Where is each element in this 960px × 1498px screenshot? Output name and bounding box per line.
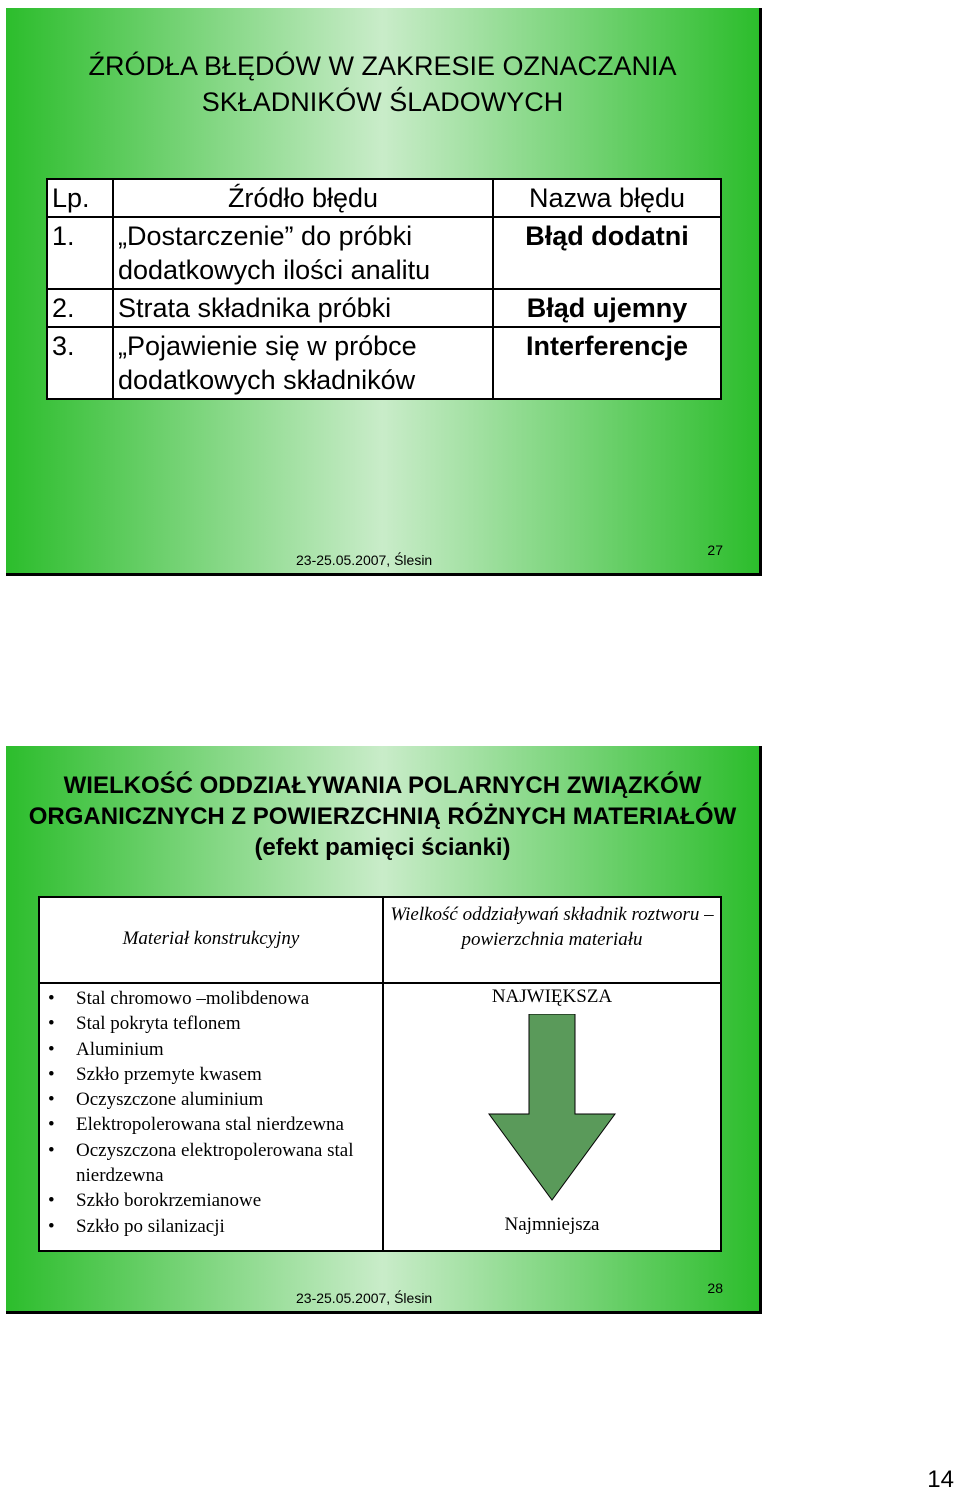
list-item: • Szkło borokrzemianowe: [40, 1188, 382, 1213]
header-divider: [40, 982, 720, 984]
slide-number: 28: [707, 1280, 723, 1296]
slide-28: [6, 746, 762, 1314]
list-item: • Szkło po silanizacji: [40, 1214, 382, 1239]
page-number: 14: [927, 1466, 954, 1493]
footer-date: 23-25.05.2007, Ślesin: [296, 1290, 433, 1306]
list-item: • Szkło przemyte kwasem: [40, 1062, 382, 1087]
row-lp: 2.: [47, 289, 113, 327]
row-name: Interferencje: [493, 327, 721, 399]
list-item: • Stal pokryta teflonem: [40, 1011, 382, 1036]
footer-date: 23-25.05.2007, Ślesin: [296, 552, 433, 568]
error-sources-table: [46, 178, 722, 400]
list-item: • Elektropolerowana stal nierdzewna: [40, 1112, 382, 1137]
table-row: [47, 217, 721, 289]
largest-label: NAJWIĘKSZA: [491, 986, 613, 1007]
table-row: [47, 289, 721, 327]
list-item: • Oczyszczona elektropolerowana stal nierdzewna: [40, 1138, 382, 1189]
slide-title: WIELKOŚĆ ODDZIAŁYWANIA POLARNYCH ZWIĄZKÓW ORGANICZNYCH Z POWIERZCHNIĄ RÓŻNYCH MATERIAŁÓW (efekt pamięci ścianki): [28, 772, 737, 861]
column-header-material: Materiał konstrukcyjny: [122, 928, 300, 949]
table-row: [47, 327, 721, 399]
materials-table: [38, 896, 722, 1252]
list-item: • Aluminium: [40, 1037, 382, 1062]
slide-27: [6, 8, 762, 576]
column-header-interaction: Wielkość oddziaływań składnik roztworu – powierzchnia materiału: [390, 904, 714, 950]
table-header-row: [47, 179, 721, 217]
row-source: „Dostarczenie” do próbki dodatkowych ilości analitu: [113, 217, 493, 289]
down-arrow-icon: [482, 1014, 622, 1206]
smallest-label: Najmniejsza: [504, 1214, 600, 1235]
row-lp: 1.: [47, 217, 113, 289]
list-item: • Oczyszczone aluminium: [40, 1087, 382, 1112]
materials-list: [40, 986, 382, 1239]
header-name: Nazwa błędu: [493, 179, 721, 217]
header-source: Źródło błędu: [113, 179, 493, 217]
slide-number: 27: [707, 542, 723, 558]
header-lp: Lp.: [47, 179, 113, 217]
slide-title: ŹRÓDŁA BŁĘDÓW W ZAKRESIE OZNACZANIA SKŁADNIKÓW ŚLADOWYCH: [88, 51, 677, 117]
row-name: Błąd ujemny: [493, 289, 721, 327]
list-item: • Stal chromowo –molibdenowa: [40, 986, 382, 1011]
row-source: „Pojawienie się w próbce dodatkowych składników: [113, 327, 493, 399]
row-source: Strata składnika próbki: [113, 289, 493, 327]
row-name: Błąd dodatni: [493, 217, 721, 289]
row-lp: 3.: [47, 327, 113, 399]
